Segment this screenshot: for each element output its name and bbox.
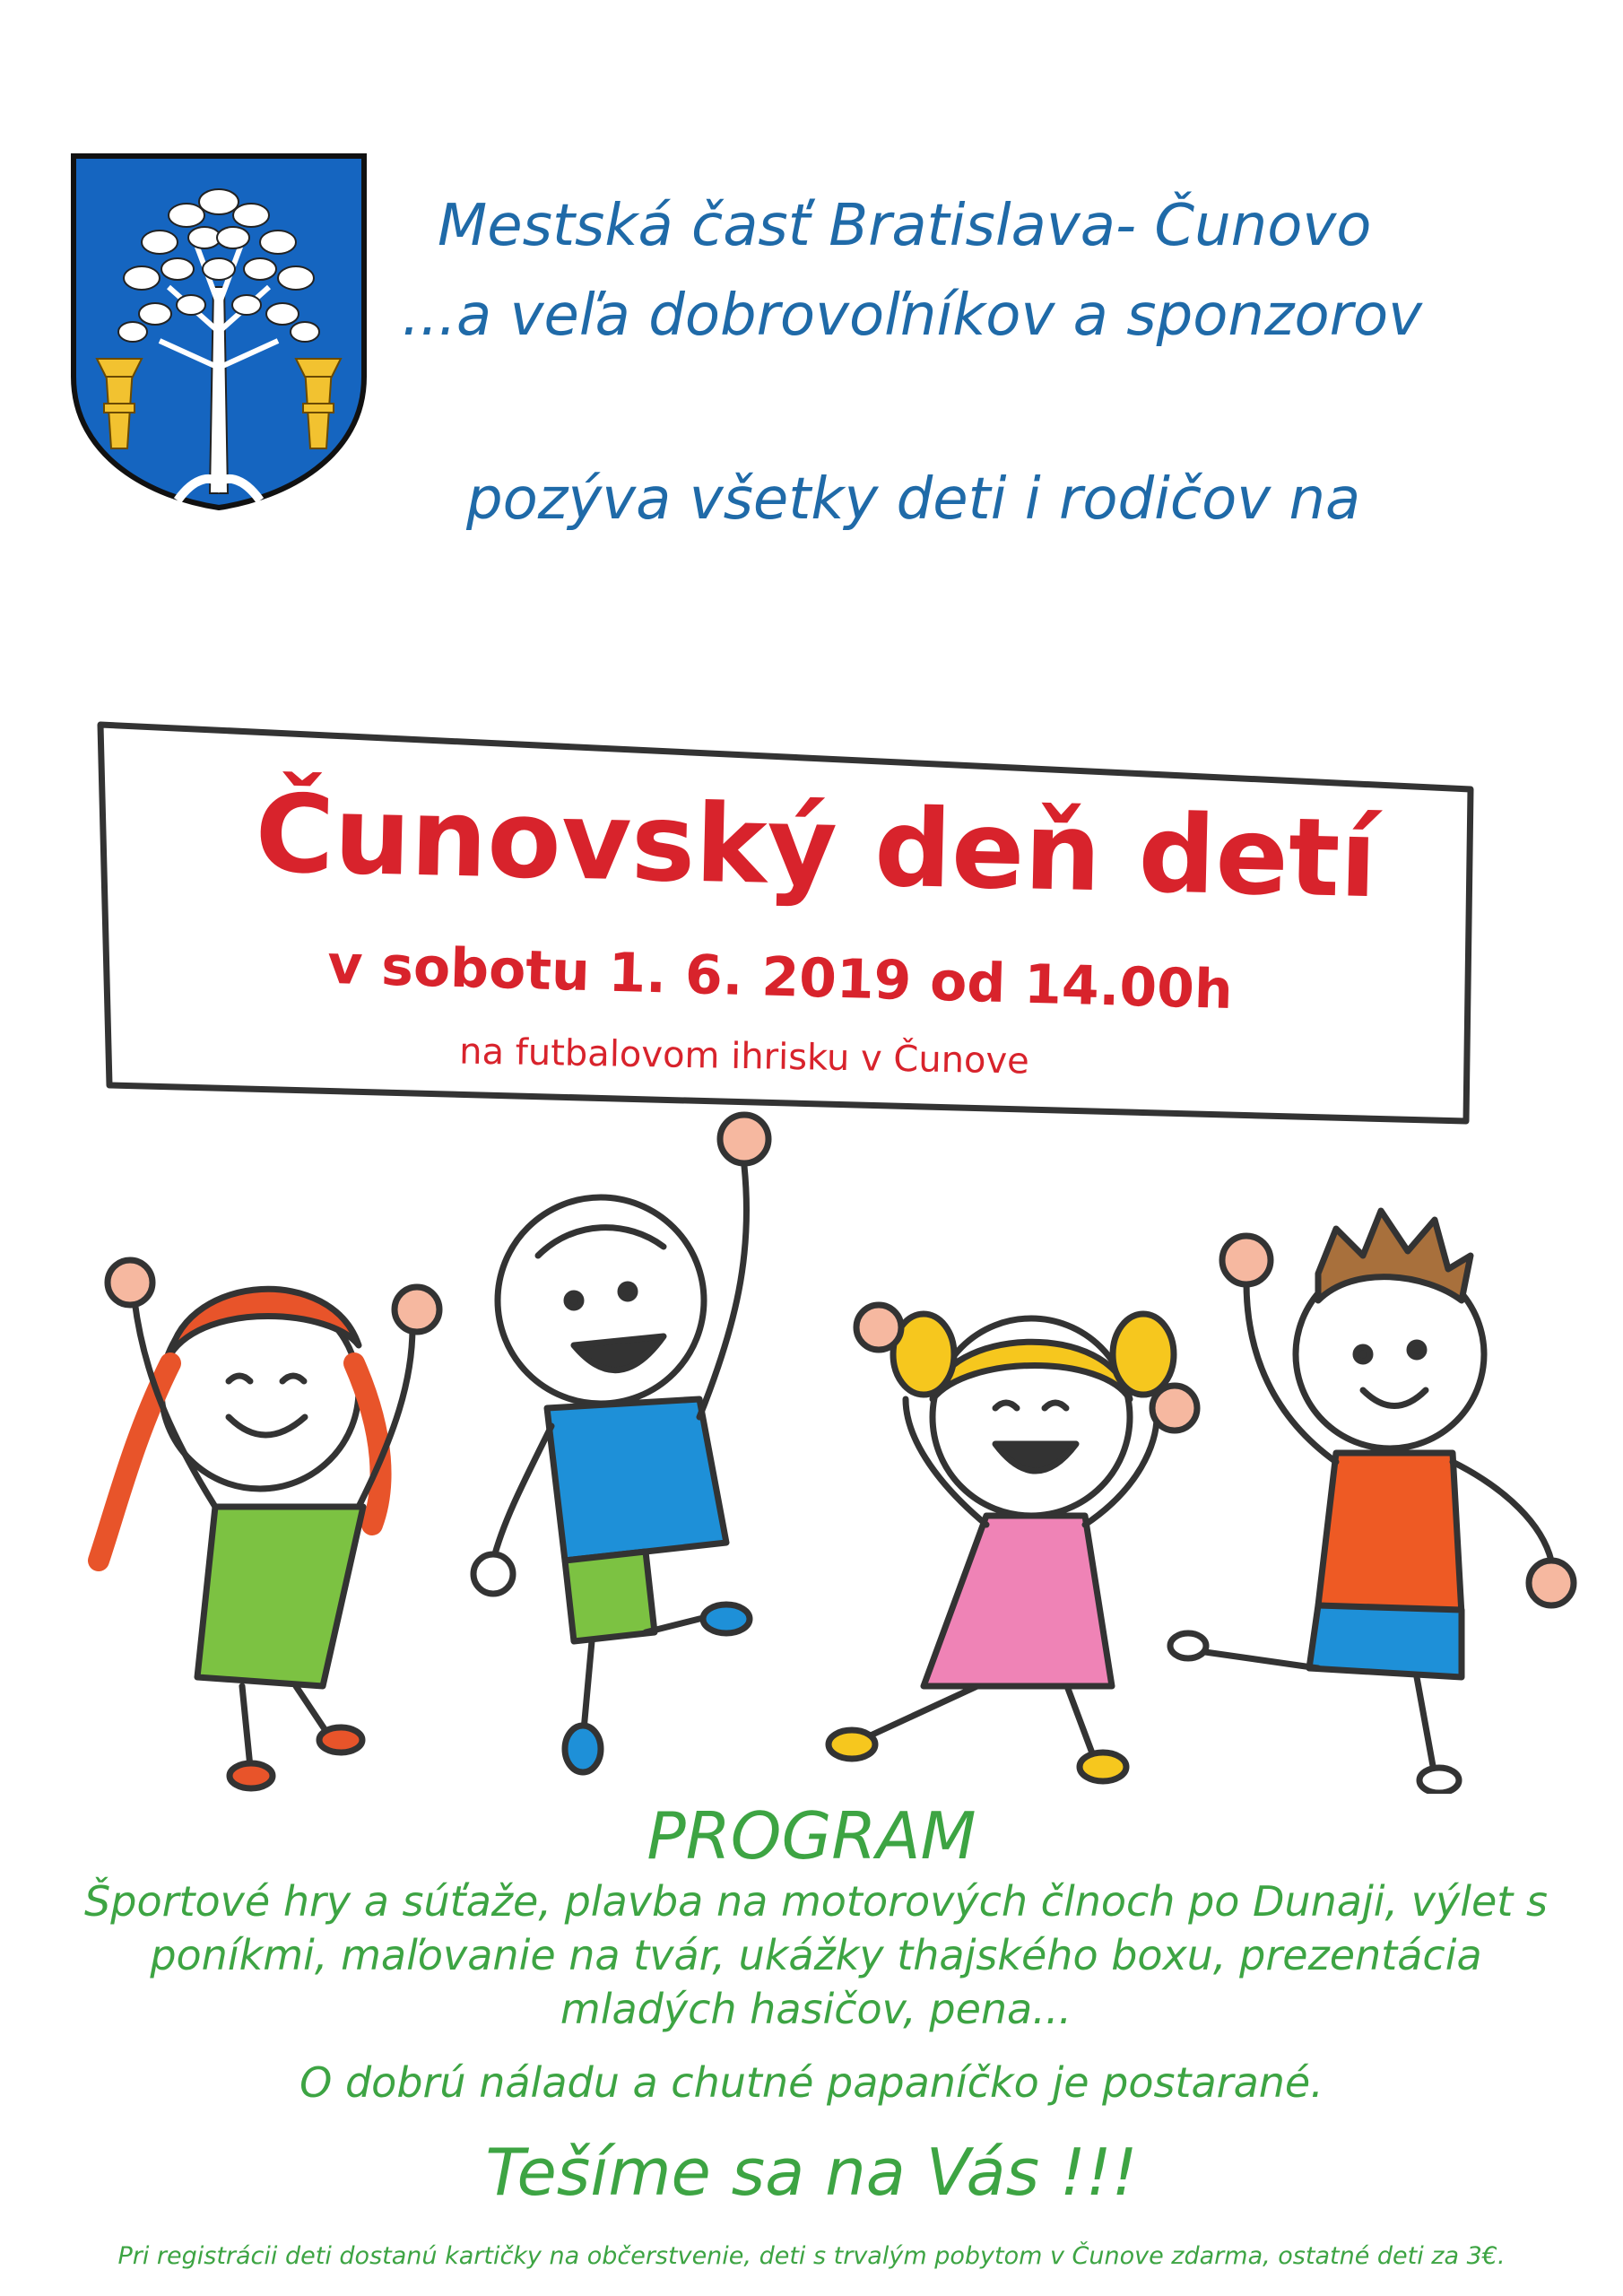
program-heading: PROGRAM <box>647 1798 976 1874</box>
coat-of-arms-crest <box>70 152 368 511</box>
kid-girl-yellow-hair <box>829 1305 1197 1781</box>
kid-boy-blue-shirt <box>473 1115 768 1772</box>
header-line-invitation: pozýva všetky deti i rodičov na <box>466 466 1361 533</box>
mood-line: O dobrú náladu a chutné papaníčko je postarané. <box>299 2058 1324 2107</box>
cheer-line: Tešíme sa na Vás !!! <box>485 2135 1138 2210</box>
event-date: v sobotu 1. 6. 2019 od 14.00h <box>326 933 1234 1022</box>
registration-note: Pri registrácii deti dostanú kartičky na občerstvenie, deti s trvalým pobytom v Čunove zdarma, ostatné deti za 3€. <box>117 2242 1506 2270</box>
kid-girl-red-hair <box>99 1260 439 1788</box>
jumping-kids-illustration <box>36 1058 1596 1794</box>
event-title: Čunovský deň detí <box>254 771 1378 923</box>
header-line-municipality: Mestská časť Bratislava- Čunovo <box>438 193 1372 259</box>
event-place: na futbalovom ihrisku v Čunove <box>458 1031 1030 1083</box>
kid-boy-orange-shirt <box>1170 1211 1574 1793</box>
header-line-volunteers: ...a veľa dobrovoľníkov a sponzorov <box>402 283 1422 349</box>
program-text: Športové hry a súťaže, plavba na motorových člnoch po Dunaji, výlet s poníkmi, maľovanie na tvár, ukážky thajského boxu, prezentácia mladých hasičov, pena... <box>84 1877 1548 2033</box>
